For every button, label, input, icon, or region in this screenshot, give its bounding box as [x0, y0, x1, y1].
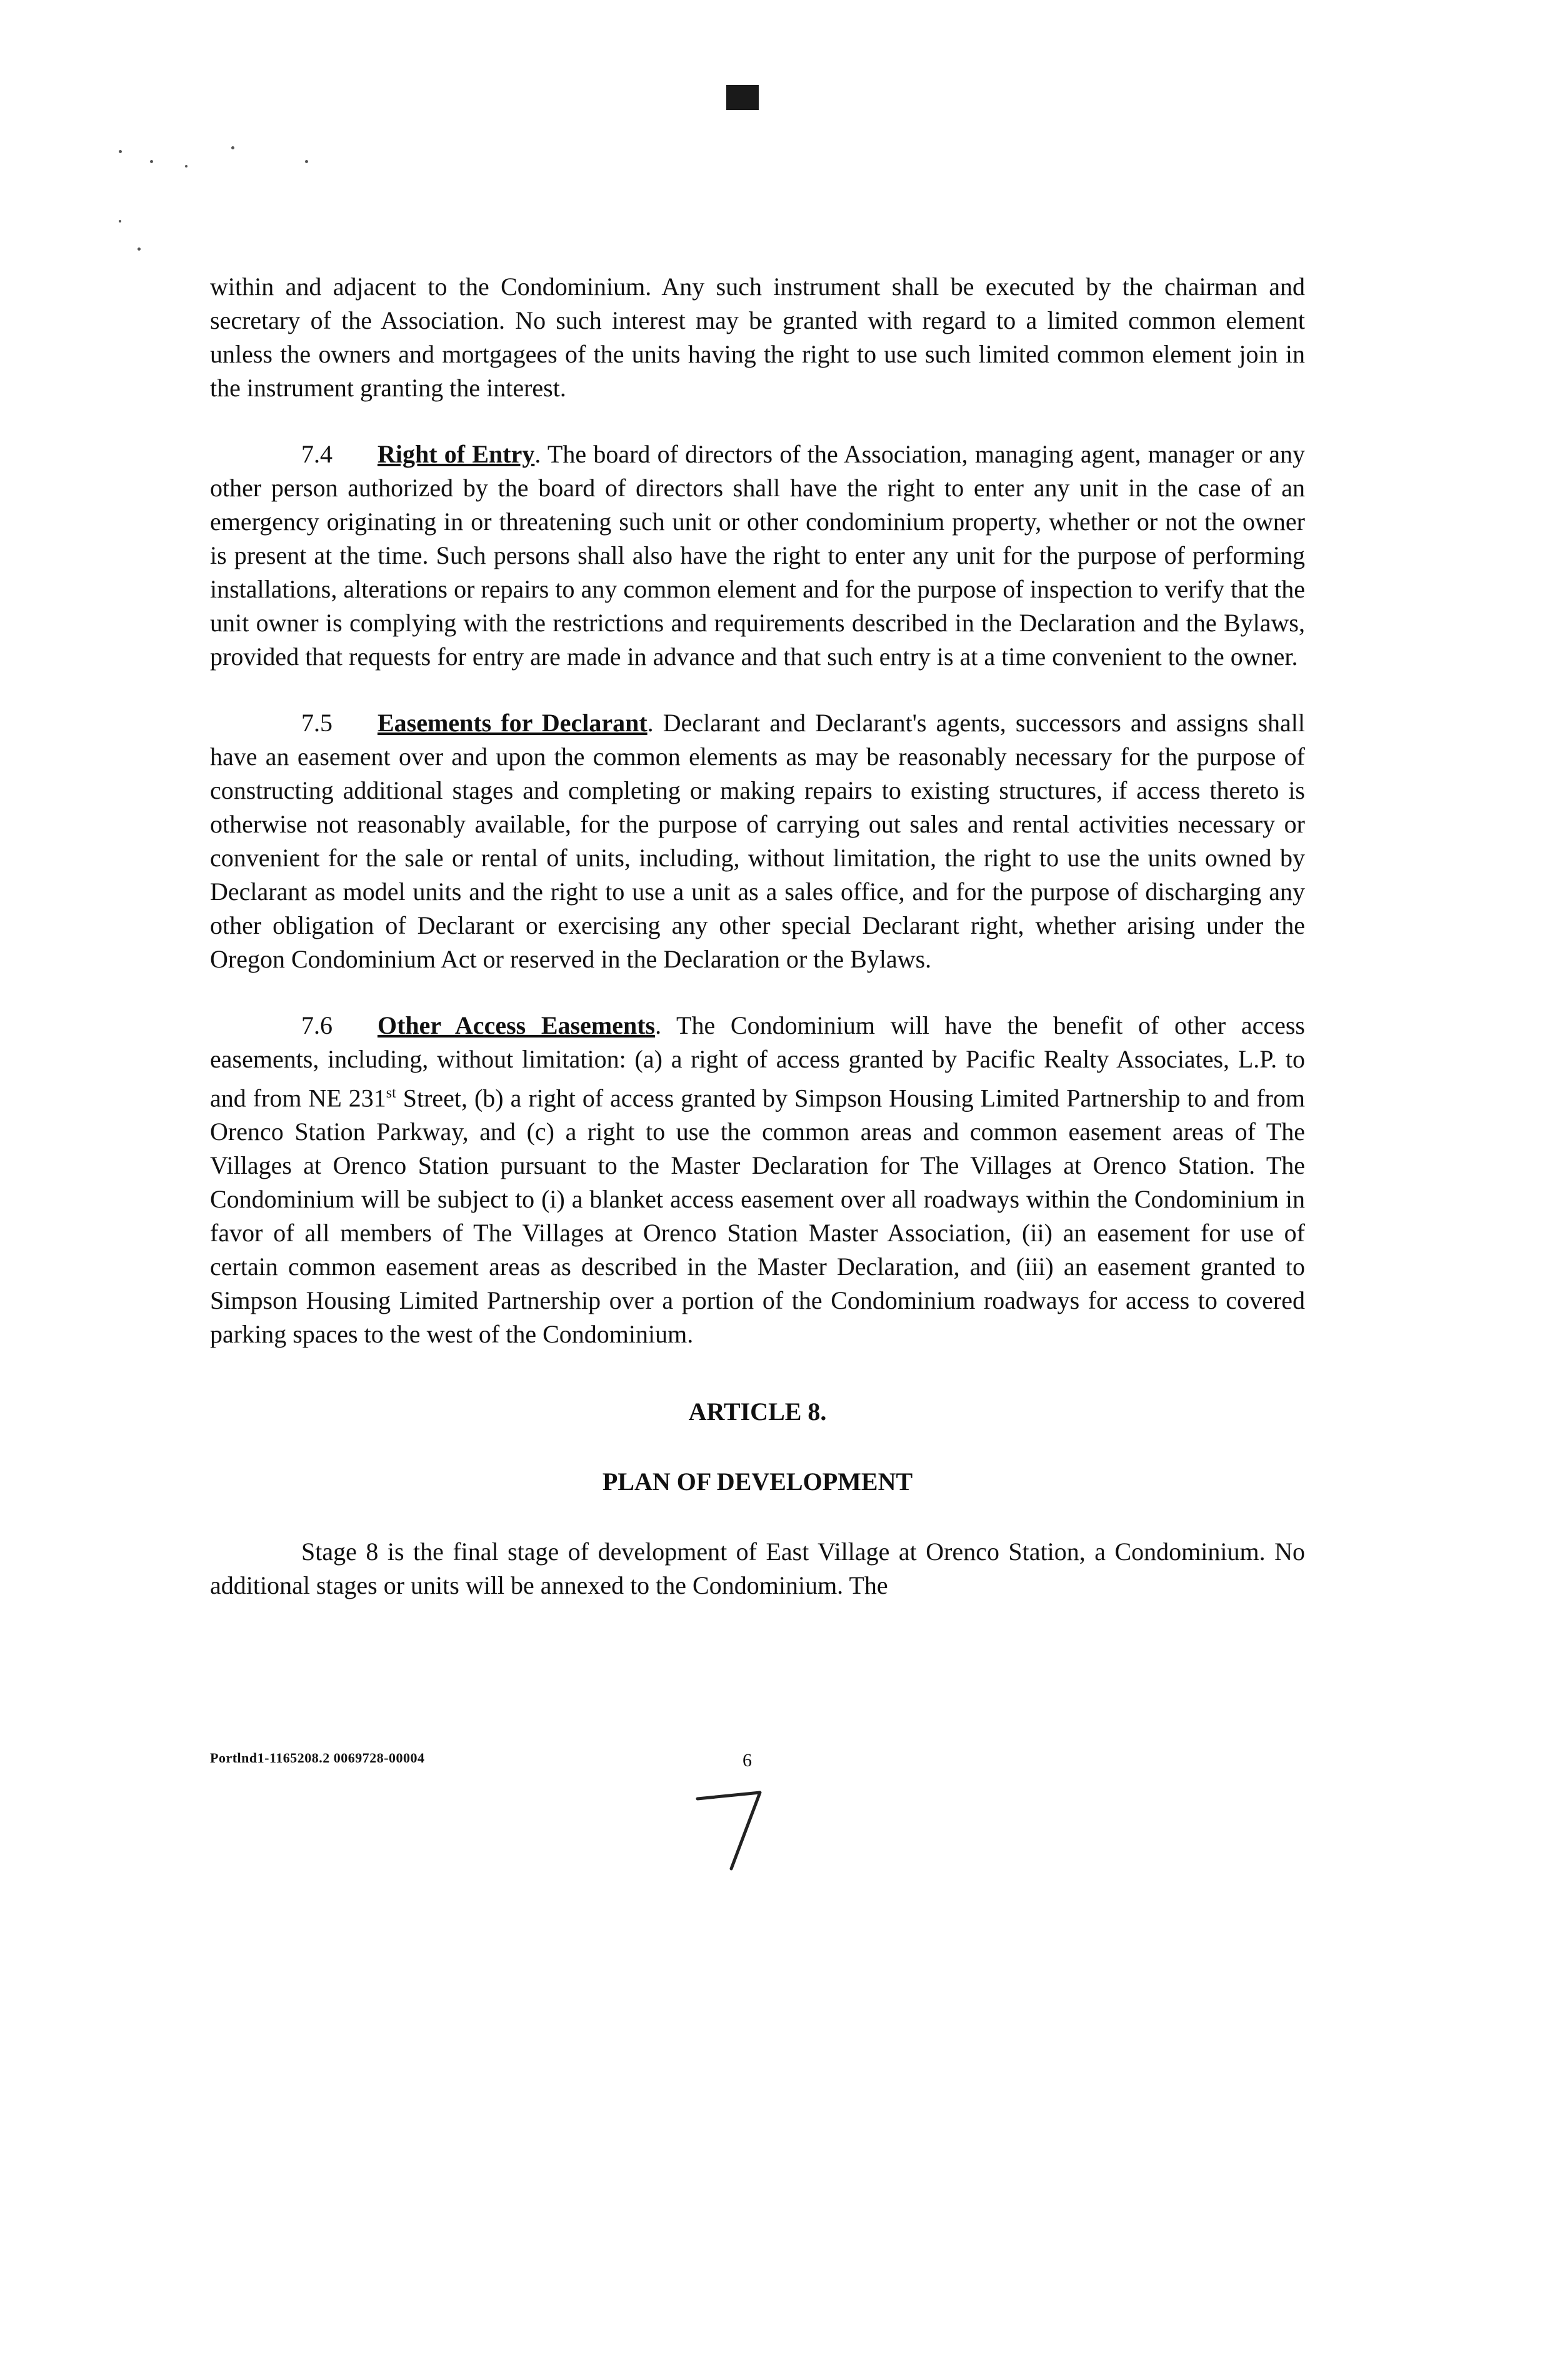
section-body: . The board of directors of the Association, managing agent, manager or any other person authorized by the board of directors shall have the right to enter any unit in the case of an emergency originating in or threatening such unit or other condominium property, whether or not the owner is present at the time. Such persons shall also have the right to enter any unit for the purpose of performing installations, alterations or repairs to any common element and for the purpose of inspection to verify that the unit owner is complying with the restrictions and requirements described in the Declaration and the Bylaws, provided that requests for entry are made in advance and that such entry is at a time convenient to the owner.: [210, 440, 1306, 671]
plan-of-development-paragraph: Stage 8 is the final stage of development of East Village at Orenco Station, a Condominium. No additional stages or units will be annexed to the Condominium. The: [210, 1538, 1305, 1600]
scan-speck: [119, 150, 122, 153]
article-heading: ARTICLE 8.: [688, 1398, 827, 1426]
section-body-continued: Street, (b) a right of access granted by Simpson Housing Limited Partnership to and from Orenco Station Parkway, and (c) a right to use the common areas and common easement areas of The Villages at Orenco Station pursuant to the Master Declaration for The Villages at Orenco Station. The Condominium will be subject to (i) a blanket access easement over all roadways within the Condominium in favor of all members of The Villages at Orenco Station Master Association, (ii) an easement for use of certain common easement areas as described in the Master Declaration, and (iii) an easement granted to Simpson Housing Limited Partnership over a portion of the Condominium roadways for access to covered parking spaces to the west of the Condominium.: [210, 1084, 1305, 1349]
section-title: Easements for Declarant: [378, 709, 648, 737]
section-number: 7.4: [301, 440, 332, 468]
section-body: . The Condominium will have the benefit of other access easements, including, without limitation: (a) a right of access granted by Pacific Realty Associates, L.P. to and from NE 231: [210, 1011, 1305, 1112]
section-body: . Declarant and Declarant's agents, successors and assigns shall have an easement over and upon the common elements as may be reasonably necessary for the purpose of constructing additional stages and completing or making repairs to existing structures, if access thereto is otherwise not reasonably available, for the purpose of carrying out sales and rental activities necessary or convenient for the sale or rental of units, including, without limitation, the right to use the units owned by Declarant as model units and the right to use a unit as a sales office, and for the purpose of discharging any other obligation of Declarant or exercising any other special Declarant right, whether arising under the Oregon Condominium Act or reserved in the Declaration or the Bylaws.: [210, 709, 1306, 973]
handwritten-page-number: [690, 1781, 778, 1875]
scan-speck: [185, 165, 188, 168]
document-code: Portlnd1-1165208.2 0069728-00004: [210, 1750, 425, 1766]
scan-speck: [119, 220, 121, 222]
scan-speck: [231, 146, 234, 149]
article-subheading: PLAN OF DEVELOPMENT: [602, 1468, 913, 1496]
section-7-6: [210, 1009, 1305, 1351]
continuation-paragraph: within and adjacent to the Condominium. Any such instrument shall be executed by the chairman and secretary of the Association. No such interest may be granted with regard to a limited common element unless the owners and mortgagees of the units having the right to use such limited common element join in the instrument granting the interest.: [210, 272, 1305, 402]
scan-speck: [150, 160, 153, 163]
section-number: 7.5: [301, 709, 332, 737]
top-scan-mark: [726, 85, 759, 110]
section-7-4: [210, 438, 1305, 674]
section-title: Other Access Easements: [378, 1011, 656, 1039]
section-7-5: [210, 706, 1305, 976]
document-body: [210, 270, 1305, 1602]
page-number: 6: [742, 1750, 752, 1771]
ordinal-superscript: st: [386, 1085, 396, 1101]
section-number: 7.6: [301, 1011, 332, 1039]
section-title: Right of Entry: [378, 440, 535, 468]
scan-speck: [138, 248, 141, 251]
scan-speck: [305, 160, 308, 163]
